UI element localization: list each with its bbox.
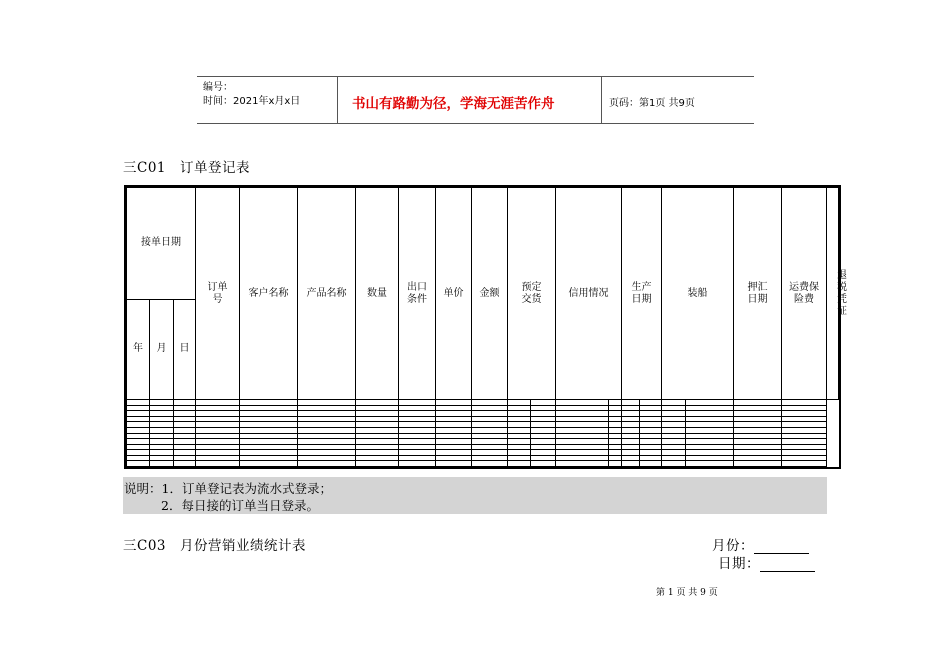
page-label: 页码：第1页 共9页 [609, 98, 695, 109]
table-cell[interactable] [531, 461, 556, 467]
header-divider-left [337, 76, 338, 124]
table-cell[interactable] [640, 461, 662, 467]
table-cell[interactable] [686, 461, 734, 467]
section-c03-title: 三C03 月份营销业绩统计表 [123, 538, 307, 554]
col-freight-insurance: 运费保险费 [782, 188, 827, 400]
header-divider-right [601, 76, 602, 124]
header-top-rule [197, 76, 754, 77]
col-tax-refund: 退税凭证 [827, 188, 839, 400]
date-field [718, 552, 815, 572]
table-cell[interactable] [782, 461, 827, 467]
date-label: 日期： [718, 556, 760, 572]
month-field [712, 534, 809, 554]
col-quantity: 数量 [356, 188, 399, 400]
col-month: 月 [150, 299, 174, 399]
table-cell[interactable] [734, 461, 782, 467]
section-c01-title: 三C01 订单登记表 [123, 160, 251, 176]
serial-label: 编号： [203, 82, 233, 93]
table-cell[interactable] [556, 461, 609, 467]
note-line-1: 说明：1．订单登记表为流水式登录； [124, 481, 332, 496]
col-day: 日 [174, 299, 196, 399]
col-amount: 金额 [472, 188, 508, 400]
col-unit-price: 单价 [436, 188, 472, 400]
col-year: 年 [127, 299, 150, 399]
motto: 书山有路勤为径，学海无涯苦作舟 [352, 96, 555, 112]
table-cell[interactable] [609, 461, 622, 467]
note-line-2: 2．每日接的订单当日登录。 [161, 498, 319, 513]
col-export-terms: 出口条件 [399, 188, 436, 400]
table-cell[interactable] [240, 461, 298, 467]
table-cell[interactable] [622, 461, 640, 467]
col-credit: 信用情况 [556, 188, 622, 400]
time-label: 时间：2021年x月x日 [203, 96, 301, 107]
table-cell[interactable] [436, 461, 472, 467]
col-customer: 客户名称 [240, 188, 298, 400]
table-cell[interactable] [298, 461, 356, 467]
table-cell[interactable] [127, 461, 150, 467]
table-cell[interactable] [662, 461, 686, 467]
note-box [123, 477, 827, 514]
table-cell[interactable] [196, 461, 240, 467]
table-cell[interactable] [174, 461, 196, 467]
table-cell[interactable] [150, 461, 174, 467]
receive-date-header: 接单日期 [127, 188, 196, 300]
table-cell[interactable] [472, 461, 508, 467]
col-shipment: 装船 [662, 188, 734, 400]
col-product: 产品名称 [298, 188, 356, 400]
col-scheduled-delivery: 预定交货 [508, 188, 556, 400]
table-cell[interactable] [399, 461, 436, 467]
table-cell[interactable] [508, 461, 531, 467]
month-label: 月份： [712, 538, 754, 554]
order-register-table [124, 185, 848, 469]
table-row [127, 461, 839, 467]
table-cell[interactable] [356, 461, 399, 467]
order-table [126, 187, 848, 467]
page-footer: 第 1 页 共 9 页 [656, 588, 718, 598]
col-order-no: 订单号 [196, 188, 240, 400]
col-negotiation-date: 押汇日期 [734, 188, 782, 400]
header-bottom-rule [197, 123, 754, 124]
date-blank[interactable] [760, 557, 815, 572]
col-production-date: 生产日期 [622, 188, 662, 400]
